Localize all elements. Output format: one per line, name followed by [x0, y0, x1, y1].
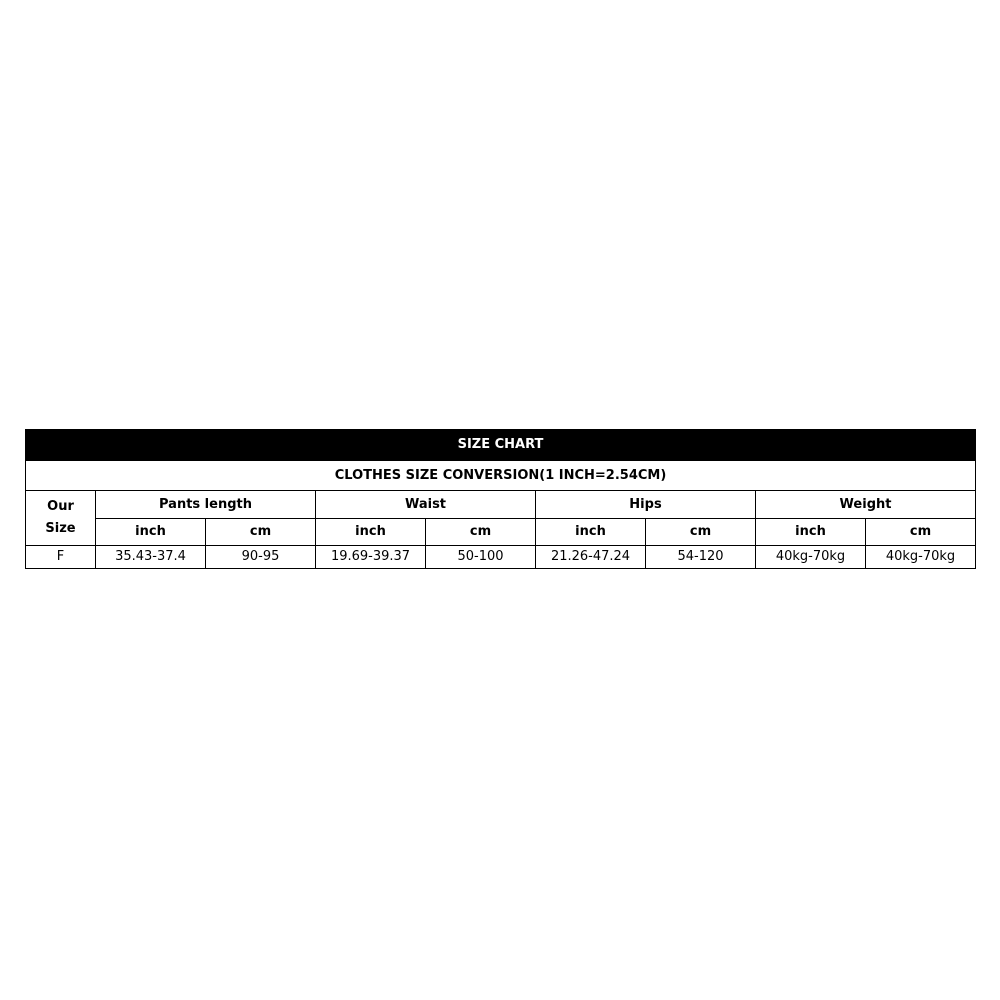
- group-header-weight: Weight: [756, 491, 976, 519]
- waist-inch-cell: 19.69-39.37: [316, 546, 426, 569]
- unit-header: cm: [646, 519, 756, 546]
- size-cell: F: [26, 546, 96, 569]
- size-chart-table: [25, 429, 976, 569]
- unit-header: cm: [426, 519, 536, 546]
- our-size-line2: Size: [45, 521, 76, 536]
- pants-length-cm-cell: 90-95: [206, 546, 316, 569]
- weight-inch-cell: 40kg-70kg: [756, 546, 866, 569]
- subtitle-row: [26, 461, 976, 491]
- unit-header: cm: [866, 519, 976, 546]
- waist-cm-cell: 50-100: [426, 546, 536, 569]
- group-header-waist: Waist: [316, 491, 536, 519]
- table-row: [26, 546, 976, 569]
- pants-length-inch-cell: 35.43-37.4: [96, 546, 206, 569]
- group-header-hips: Hips: [536, 491, 756, 519]
- unit-header-row: [26, 519, 976, 546]
- unit-header: inch: [536, 519, 646, 546]
- unit-header: inch: [96, 519, 206, 546]
- group-header-row: [26, 491, 976, 519]
- hips-cm-cell: 54-120: [646, 546, 756, 569]
- unit-header: cm: [206, 519, 316, 546]
- weight-cm-cell: 40kg-70kg: [866, 546, 976, 569]
- our-size-line1: Our: [47, 499, 74, 514]
- unit-header: inch: [316, 519, 426, 546]
- unit-header: inch: [756, 519, 866, 546]
- hips-inch-cell: 21.26-47.24: [536, 546, 646, 569]
- chart-subtitle: CLOTHES SIZE CONVERSION(1 INCH=2.54CM): [26, 461, 976, 491]
- group-header-pants-length: Pants length: [96, 491, 316, 519]
- our-size-header: [26, 491, 96, 546]
- chart-title: SIZE CHART: [26, 430, 976, 461]
- title-row: [26, 430, 976, 461]
